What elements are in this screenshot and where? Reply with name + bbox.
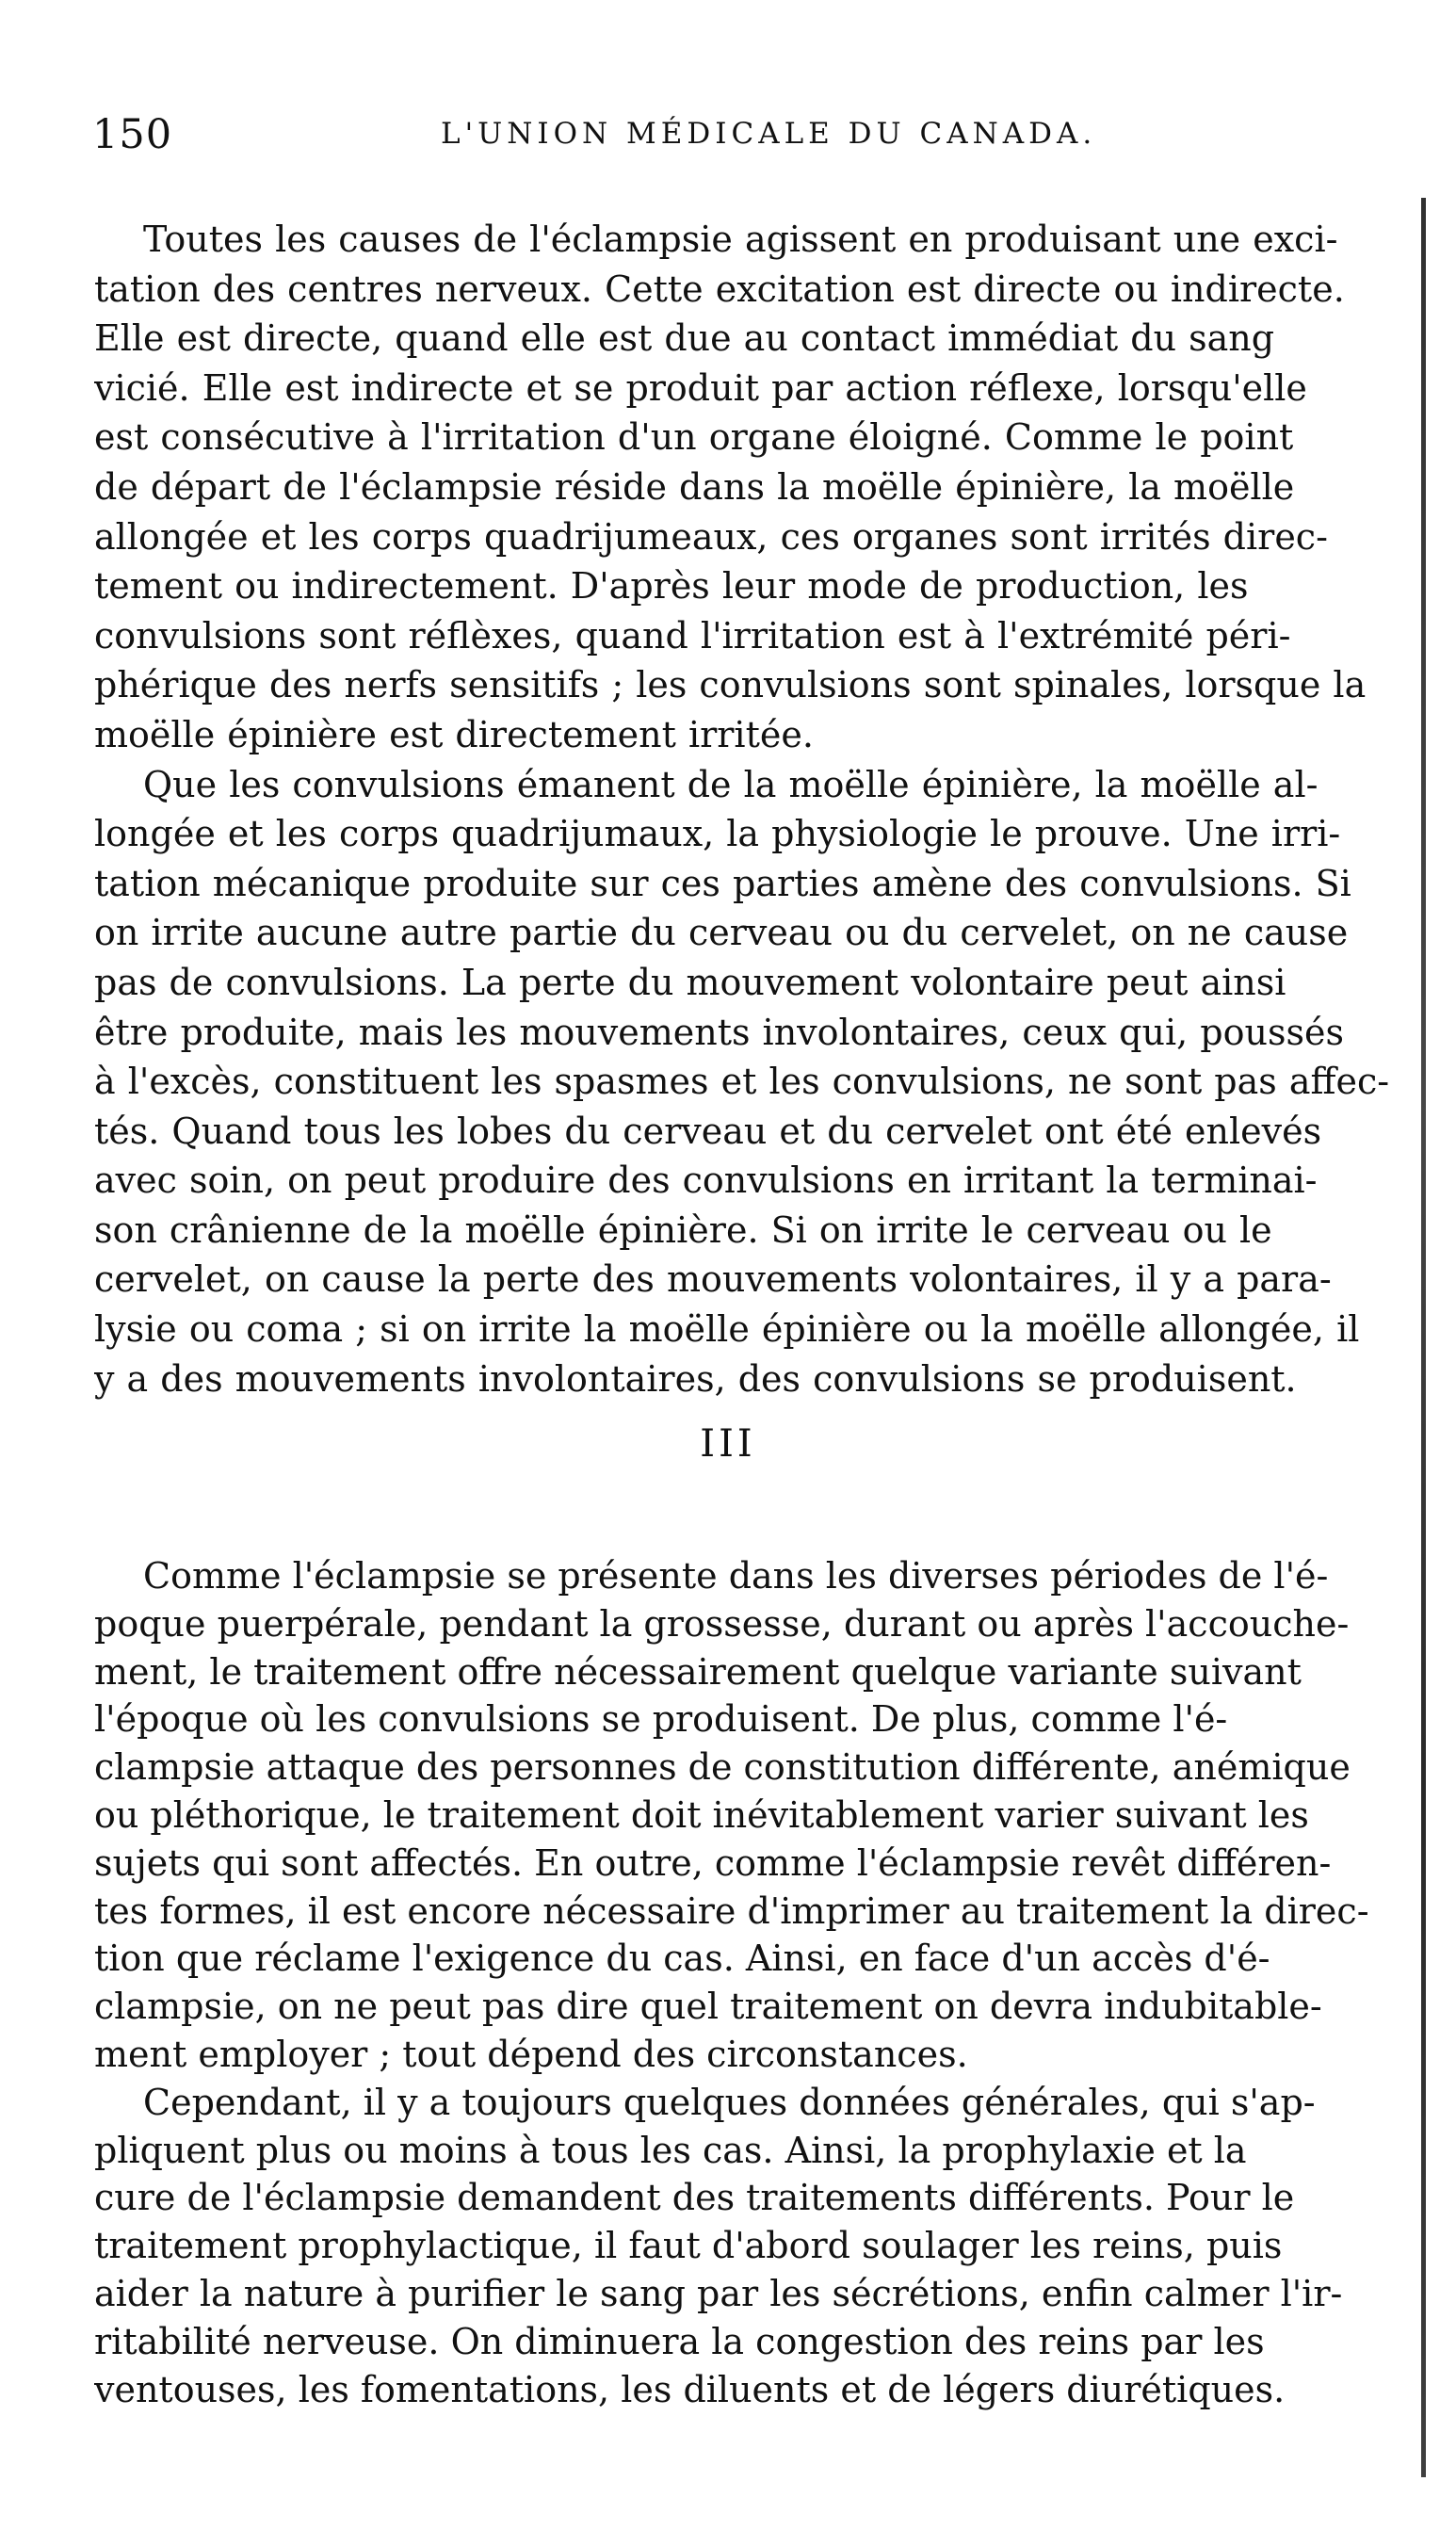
text-line: cure de l'éclampsie demandent des traitements différents. Pour le bbox=[94, 2177, 1295, 2219]
text-line: phérique des nerfs sensitifs ; les convulsions sont spinales, lorsque la bbox=[94, 664, 1367, 706]
text-line: convulsions sont réflèxes, quand l'irritation est à l'extrémité péri- bbox=[94, 614, 1291, 657]
text-line: lysie ou coma ; si on irrite la moëlle épinière ou la moëlle allongée, il bbox=[94, 1308, 1360, 1351]
text-line: ment, le traitement offre nécessairement quelque variante suivant bbox=[94, 1650, 1302, 1693]
text-line: Elle est directe, quand elle est due au contact immédiat du sang bbox=[94, 317, 1275, 360]
text-line: on irrite aucune autre partie du cerveau ou du cervelet, on ne cause bbox=[94, 912, 1349, 954]
text-line: l'époque où les convulsions se produisent. De plus, comme l'é- bbox=[94, 1698, 1228, 1741]
text-line: avec soin, on peut produire des convulsions en irritant la terminai- bbox=[94, 1159, 1318, 1202]
paragraph-causes bbox=[94, 215, 1422, 760]
body-text-part-2 bbox=[94, 1552, 1422, 2413]
text-line: ou pléthorique, le traitement doit inévitablement varier suivant les bbox=[94, 1793, 1309, 1836]
text-line: poque puerpérale, pendant la grossesse, durant ou après l'accouche- bbox=[94, 1602, 1350, 1645]
binding-edge bbox=[1421, 198, 1426, 2477]
text-line: Comme l'éclampsie se présente dans les diverses périodes de l'é- bbox=[143, 1555, 1329, 1597]
paragraph-prophylaxis bbox=[94, 2079, 1422, 2414]
text-line: Toutes les causes de l'éclampsie agissent en produisant une exci- bbox=[143, 219, 1338, 260]
section-heading: III bbox=[700, 1422, 756, 1466]
text-line: moëlle épinière est directement irritée. bbox=[94, 713, 814, 755]
text-line: allongée et les corps quadrijumeaux, ces organes sont irrités direc- bbox=[94, 515, 1328, 558]
page-number: 150 bbox=[92, 111, 173, 158]
text-line: clampsie attaque des personnes de constitution différente, anémique bbox=[94, 1746, 1351, 1789]
text-line: aider la nature à purifier le sang par les sécrétions, enfin calmer l'ir- bbox=[94, 2272, 1343, 2314]
text-line: à l'excès, constituent les spasmes et les convulsions, ne sont pas affec- bbox=[94, 1061, 1390, 1103]
text-line: tement ou indirectement. D'après leur mode de production, les bbox=[94, 565, 1249, 608]
text-line: ventouses, les fomentations, les diluents et de légers diurétiques. bbox=[94, 2368, 1286, 2410]
text-line: est consécutive à l'irritation d'un organe éloigné. Comme le point bbox=[94, 416, 1294, 459]
text-line: y a des mouvements involontaires, des convulsions se produisent. bbox=[94, 1357, 1297, 1400]
text-line: longée et les corps quadrijumaux, la physiologie le prouve. Une irri- bbox=[94, 813, 1341, 855]
text-line: tés. Quand tous les lobes du cerveau et du cervelet ont été enlevés bbox=[94, 1110, 1322, 1152]
journal-title: L'UNION MÉDICALE DU CANADA. bbox=[441, 117, 1097, 151]
text-line: traitement prophylactique, il faut d'abord soulager les reins, puis bbox=[94, 2225, 1283, 2267]
text-line: de départ de l'éclampsie réside dans la moëlle épinière, la moëlle bbox=[94, 465, 1295, 508]
text-line: tation mécanique produite sur ces parties amène des convulsions. Si bbox=[94, 862, 1351, 904]
text-line: ritabilité nerveuse. On diminuera la congestion des reins par les bbox=[94, 2320, 1265, 2362]
text-line: pas de convulsions. La perte du mouvement volontaire peut ainsi bbox=[94, 961, 1286, 1003]
text-line: cervelet, on cause la perte des mouvements volontaires, il y a para- bbox=[94, 1258, 1332, 1301]
text-line: ment employer ; tout dépend des circonstances. bbox=[94, 2033, 968, 2075]
text-line: Que les convulsions émanent de la moëlle épinière, la moëlle al- bbox=[143, 763, 1318, 805]
text-line: son crânienne de la moëlle épinière. Si on irrite le cerveau ou le bbox=[94, 1208, 1272, 1251]
text-line: tion que réclame l'exigence du cas. Ainsi, en face d'un accès d'é- bbox=[94, 1938, 1270, 1980]
paragraph-treatment bbox=[94, 1552, 1422, 2079]
text-line: clampsie, on ne peut pas dire quel traitement on devra indubitable- bbox=[94, 1986, 1322, 2028]
text-line: Cependant, il y a toujours quelques données générales, qui s'ap- bbox=[143, 2081, 1316, 2123]
text-line: être produite, mais les mouvements involontaires, ceux qui, poussés bbox=[94, 1011, 1344, 1053]
text-line: pliquent plus ou moins à tous les cas. Ainsi, la prophylaxie et la bbox=[94, 2129, 1247, 2171]
text-line: tes formes, il est encore nécessaire d'imprimer au traitement la direc- bbox=[94, 1889, 1369, 1932]
running-head bbox=[92, 111, 1411, 168]
text-line: sujets qui sont affectés. En outre, comme l'éclampsie revêt différen- bbox=[94, 1841, 1332, 1884]
text-line: tation des centres nerveux. Cette excitation est directe ou indirecte. bbox=[94, 268, 1345, 310]
paragraph-physiology bbox=[94, 760, 1422, 1404]
text-line: vicié. Elle est indirecte et se produit par action réflexe, lorsqu'elle bbox=[94, 366, 1307, 409]
body-text-part-1 bbox=[94, 215, 1422, 1403]
